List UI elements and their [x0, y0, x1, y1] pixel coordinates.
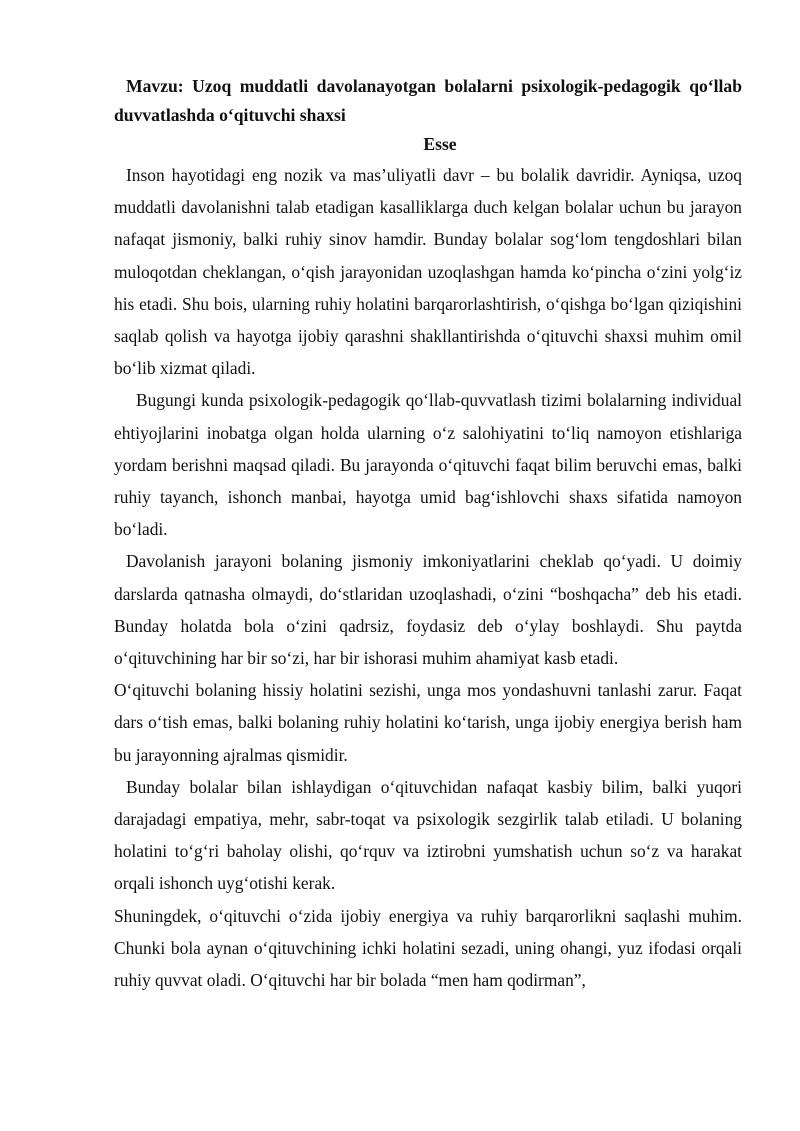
paragraph-5: Bunday bolalar bilan ishlaydigan o‘qituvchidan nafaqat kasbiy bilim, balki yuqori darajadagi empatiya, mehr, sabr-toqat va psixologik sezgirlik talab etiladi. U bolaning holatini to‘g‘ri baholay olishi, qo‘rquv va iztirobni yumshatish uchun so‘z va harakat orqali ishonch uyg‘otishi kerak.	[114, 776, 742, 894]
paragraph-3: Davolanish jarayoni bolaning jismoniy imkoniyatlarini cheklab qo‘yadi. U doimiy darslarda qatnasha olmaydi, do‘stlaridan uzoqlashadi, o‘zini “boshqacha” deb his etadi. Bunday holatda bola o‘zini qadrsiz, foydasiz deb o‘ylay boshlaydi. Shu paytda o‘qituvchining har bir so‘zi, har bir ishorasi muhim ahamiyat kasb etadi.	[114, 551, 742, 669]
paragraph-2: Bugungi kunda psixologik-pedagogik qo‘llab-quvvatlash tizimi bolalarning individual ehtiyojlarini inobatga olgan holda ularning o‘z salohiyatini to‘liq namoyon etishlariga yordam berishni maqsad qiladi. Bu jarayonda o‘qituvchi faqat bilim beruvchi emas, balki ruhiy tayanch, ishonch manbai, hayotga umid bag‘ishlovchi shaxs sifatida namoyon bo‘ladi.	[114, 390, 742, 540]
paragraph-4: O‘qituvchi bolaning hissiy holatini sezishi, unga mos yondashuvni tanlashi zarur. Faqat dars o‘tish emas, balki bolaning ruhiy holatini ko‘tarish, unga ijobiy energiya berish ham bu jarayonning ajralmas qismidir.	[114, 680, 742, 765]
paragraph-6: Shuningdek, o‘qituvchi o‘zida ijobiy energiya va ruhiy barqarorlikni saqlashi muhim. Chunki bola aynan o‘qituvchining ichki holatini sezadi, uning ohangi, yuz ifodasi orqali ruhiy quvvat oladi. O‘qituvchi har bir bolada “men ham qodirman”,	[114, 905, 742, 991]
paragraph-1: Inson hayotidagi eng nozik va mas’uliyatli davr – bu bolalik davridir. Ayniqsa, uzoq muddatli davolanishni talab etadigan kasalliklarga duch kelgan bolalar uchun bu jarayon nafaqat jismoniy, balki ruhiy sinov hamdir. Bunday bolalar sog‘lom tengdoshlari bilan muloqotdan cheklangan, o‘qish jarayonidan uzoqlashgan hamda ko‘pincha o‘zini yolg‘iz his etadi. Shu bois, ularning ruhiy holatini barqarorlashtirish, o‘qishga bo‘lgan qiziqishini saqlab qolish va hayotga ijobiy qarashni shakllantirishda o‘qituvchi shaxsi muhim omil bo‘lib xizmat qiladi.	[114, 165, 742, 379]
document-page	[114, 72, 742, 996]
essay-subtitle: Esse	[423, 134, 457, 154]
essay-title: Mavzu: Uzoq muddatli davolanayotgan bolalarni psixologik-pedagogik qo‘llab duvvatlashda o‘qituvchi shaxsi	[114, 76, 742, 125]
